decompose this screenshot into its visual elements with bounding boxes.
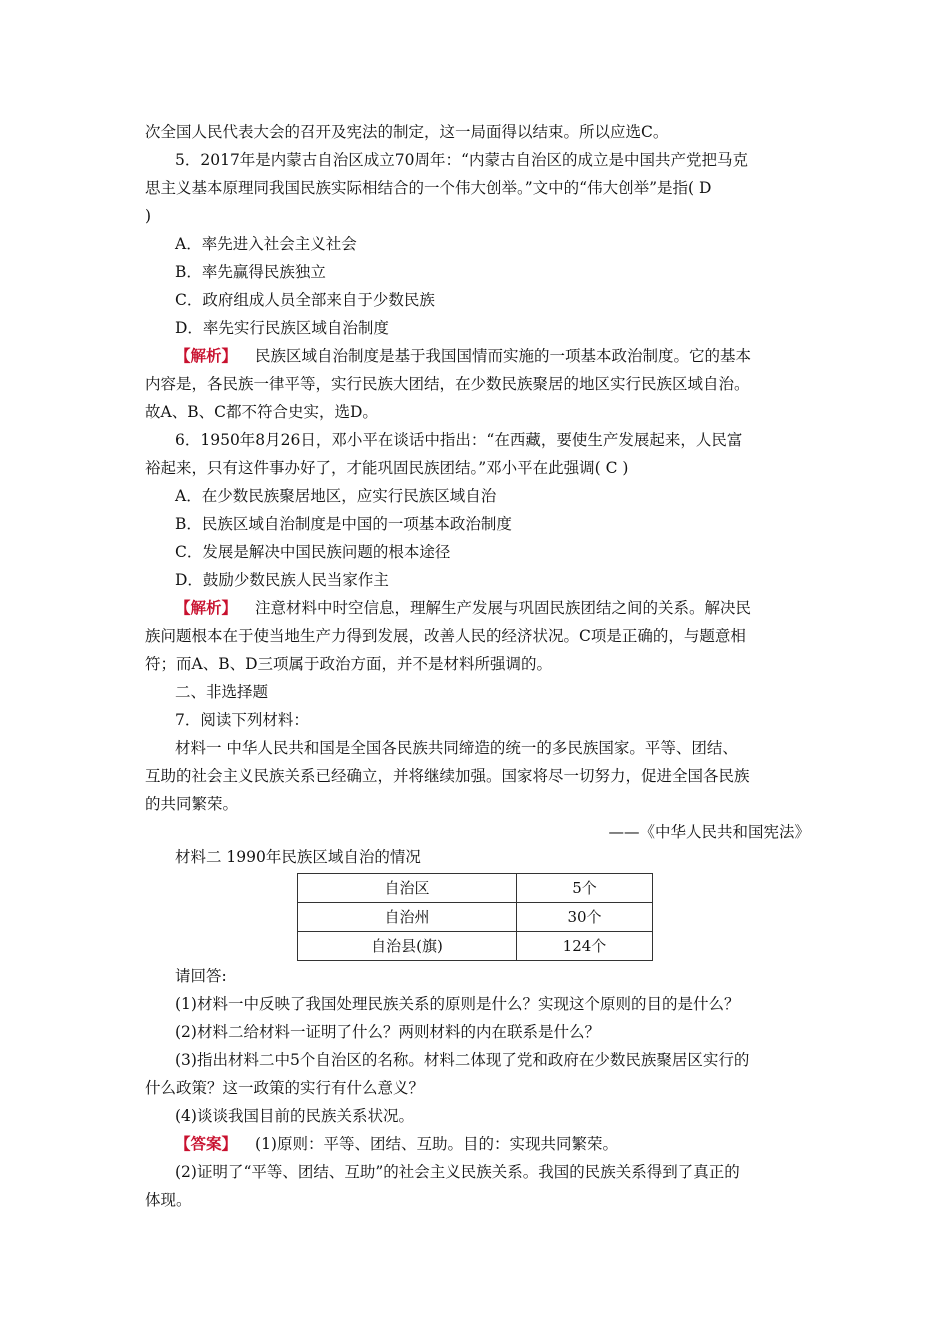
sub-question-2: (2)材料二给材料一证明了什么？两则材料的内在联系是什么？ [175, 1023, 600, 1041]
question-5-line: 思主义基本原理同我国民族实际相结合的一个伟大创举。”文中的“伟大创举”是指( D [145, 179, 712, 197]
table-cell: 自治区 [298, 874, 517, 903]
analysis-6-line: 符；而A、B、D三项属于政治方面，并不是材料所强调的。 [145, 655, 553, 673]
analysis-text: 注意材料中时空信息，理解生产发展与巩固民族团结之间的关系。解决民 [255, 599, 752, 617]
analysis-5-line: 内容是，各民族一律平等，实行民族大团结，在少数民族聚居的地区实行民族区域自治。 [145, 375, 750, 393]
material-1-source: ——《中华人民共和国宪法》 [608, 823, 810, 841]
prompt-line: 请回答: [175, 967, 227, 985]
table-row [298, 874, 653, 903]
sub-question-3: 什么政策？这一政策的实行有什么意义？ [145, 1079, 425, 1097]
sub-question-1: (1)材料一中反映了我国处理民族关系的原则是什么？实现这个原则的目的是什么？ [175, 995, 740, 1013]
option-d: D．率先实行民族区域自治制度 [175, 319, 389, 337]
table-cell: 自治州 [298, 903, 517, 932]
material-1-line: 互助的社会主义民族关系已经确立，并将继续加强。国家将尽一切努力，促进全国各民族 [145, 767, 750, 785]
section-heading: 二、非选择题 [175, 683, 269, 701]
sub-question-4: (4)谈谈我国目前的民族关系状况。 [175, 1107, 414, 1125]
table-cell: 自治县(旗) [298, 932, 517, 961]
answer-tag: 【答案】 [175, 1134, 238, 1153]
table-row [298, 932, 653, 961]
sub-question-3: (3)指出材料二中5个自治区的名称。材料二体现了党和政府在少数民族聚居区实行的 [175, 1051, 750, 1069]
option-b: B．率先赢得民族独立 [175, 263, 326, 281]
question-6-line: 裕起来，只有这件事办好了，才能巩固民族团结。”邓小平在此强调( C ) [145, 459, 629, 477]
autonomy-table [297, 873, 653, 961]
question-5-line: 5．2017年是内蒙古自治区成立70周年：“内蒙古自治区的成立是中国共产党把马克 [175, 151, 748, 169]
option-a: A．率先进入社会主义社会 [175, 235, 357, 253]
option-a: A．在少数民族聚居地区，应实行民族区域自治 [175, 487, 497, 505]
option-c: C．发展是解决中国民族问题的根本途径 [175, 543, 451, 561]
option-c: C．政府组成人员全部来自于少数民族 [175, 291, 435, 309]
material-2-title: 材料二 1990年民族区域自治的情况 [175, 848, 421, 866]
table-cell: 30个 [517, 903, 653, 932]
answer-line: 体现。 [145, 1191, 192, 1209]
option-d: D．鼓励少数民族人民当家作主 [175, 571, 389, 589]
table-cell: 124个 [517, 932, 653, 961]
answer-text: (1)原则：平等、团结、互助。目的：实现共同繁荣。 [255, 1135, 618, 1153]
question-7: 7．阅读下列材料： [175, 711, 309, 729]
text-line: 次全国人民代表大会的召开及宪法的制定，这一局面得以结束。所以应选C。 [145, 123, 669, 141]
analysis-text: 民族区域自治制度是基于我国国情而实施的一项基本政治制度。它的基本 [255, 347, 752, 365]
material-1-line: 材料一 中华人民共和国是全国各民族共同缔造的统一的多民族国家。平等、团结、 [175, 739, 738, 757]
analysis-tag: 【解析】 [175, 598, 238, 617]
analysis-5-line [175, 344, 840, 368]
table-cell: 5个 [517, 874, 653, 903]
analysis-5-line: 故A、B、C都不符合史实，选D。 [145, 403, 378, 421]
question-5-line: ) [145, 207, 152, 225]
analysis-tag: 【解析】 [175, 346, 238, 365]
analysis-6-line [175, 596, 840, 620]
table-row [298, 903, 653, 932]
answer-line: (2)证明了“平等、团结、互助”的社会主义民族关系。我国的民族关系得到了真正的 [175, 1163, 740, 1181]
option-b: B．民族区域自治制度是中国的一项基本政治制度 [175, 515, 512, 533]
answer-line [175, 1132, 840, 1156]
material-1-line: 的共同繁荣。 [145, 795, 239, 813]
analysis-6-line: 族问题根本在于使当地生产力得到发展，改善人民的经济状况。C项是正确的，与题意相 [145, 627, 746, 645]
question-6-line: 6．1950年8月26日，邓小平在谈话中指出：“在西藏，要使生产发展起来，人民富 [175, 431, 743, 449]
